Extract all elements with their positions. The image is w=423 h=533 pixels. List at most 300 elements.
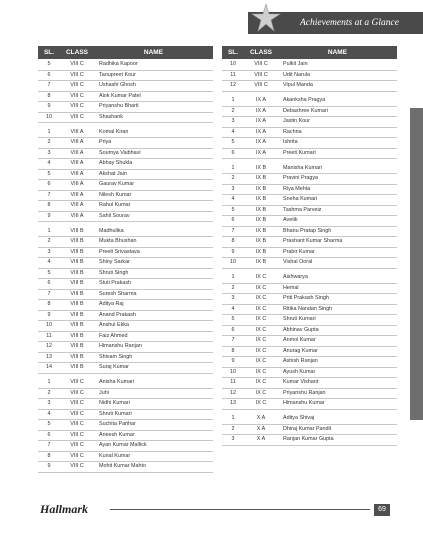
cell-class: IX C (255, 358, 267, 364)
cell-sl: 8 (47, 301, 51, 307)
cell-sl: 3 (47, 149, 51, 156)
cell-class: IX C (255, 389, 267, 396)
cell-name: Avetik (283, 217, 298, 223)
cell-sl: 5 (231, 206, 235, 213)
cell-class: VIII C (70, 103, 84, 109)
cell-class: VIII A (70, 139, 84, 145)
table-row (38, 138, 213, 149)
cell-class: VIII B (70, 248, 84, 255)
cell-name: Anurag Kumar (283, 347, 318, 354)
cell-sl: 2 (47, 139, 51, 145)
cell-name: Nilesh Kumar (99, 191, 132, 198)
table-row (38, 332, 213, 343)
hallmark-logo: Hallmark (40, 502, 89, 516)
table-row (38, 300, 213, 311)
cell-name: Suresh Sharma (99, 290, 137, 297)
cell-class: IX C (255, 295, 267, 301)
left-table-body (38, 60, 213, 473)
cell-name: Priyanshu Ranjan (283, 389, 326, 396)
cell-class: VIII C (70, 410, 84, 417)
cell-class: VIII C (70, 421, 84, 427)
table-row (38, 60, 213, 71)
cell-name: Aishwarya (283, 274, 308, 280)
cell-class: IX C (255, 400, 267, 406)
cell-class: VIII B (70, 311, 84, 318)
table-row (222, 336, 397, 347)
cell-class: VIII B (70, 322, 84, 328)
cell-class: X A (256, 415, 266, 421)
cell-name: Mukta Bhushan (99, 238, 137, 244)
cell-name: Alok Kumar Patel (99, 92, 141, 99)
cell-class: VIII A (70, 181, 84, 187)
cell-sl: 3 (47, 248, 51, 255)
cell-name: Sahil Sourav (99, 212, 130, 219)
table-row (38, 269, 213, 280)
header-name: NAME (327, 49, 348, 56)
cell-name: Kumar Vishant (283, 379, 319, 385)
table-row (222, 237, 397, 248)
cell-sl: 3 (231, 436, 235, 442)
cell-name: Himanshu Ranjan (99, 343, 142, 349)
table-row (38, 431, 213, 442)
cell-class: IX B (255, 259, 267, 265)
table-row (38, 212, 213, 223)
cell-class: VIII B (70, 269, 84, 276)
cell-sl: 9 (47, 463, 51, 469)
table-row (222, 107, 397, 118)
table-header (222, 46, 397, 59)
cell-name: Komal Kiran (99, 128, 129, 135)
cell-class: VIII A (70, 149, 84, 156)
table-row (38, 279, 213, 290)
cell-class: VIII B (70, 332, 84, 339)
cell-sl: 6 (231, 326, 235, 333)
cell-name: Suchita Parihar (99, 421, 136, 427)
cell-class: VIII C (70, 379, 84, 385)
footer-divider (110, 509, 370, 510)
cell-class: IX C (255, 284, 267, 291)
cell-name: Abhinav Gupta (283, 326, 319, 333)
cell-class: VIII C (70, 400, 84, 406)
cell-sl: 4 (47, 259, 51, 265)
cell-sl: 10 (230, 259, 236, 265)
cell-class: VIII C (70, 61, 84, 67)
table-row (38, 237, 213, 248)
table-row (222, 273, 397, 284)
cell-sl: 9 (231, 248, 235, 255)
cell-class: VIII B (70, 301, 84, 307)
cell-name: Jastin Kour (283, 118, 310, 124)
table-row (38, 113, 213, 124)
cell-sl: 5 (47, 61, 51, 67)
header-class: CLASS (249, 49, 273, 56)
table-row (222, 60, 397, 71)
cell-sl: 12 (230, 82, 236, 88)
cell-sl: 9 (47, 103, 51, 109)
table-row (222, 326, 397, 337)
cell-class: VIII C (70, 92, 84, 99)
cell-sl: 8 (47, 202, 51, 208)
table-row (38, 258, 213, 269)
cell-name: Aneesh Kumar (99, 431, 135, 438)
cell-class: IX B (255, 164, 267, 171)
cell-sl: 8 (231, 238, 235, 244)
cell-sl: 4 (231, 305, 235, 312)
cell-class: VIII A (70, 160, 84, 166)
left-table (38, 46, 213, 473)
table-row (222, 399, 397, 410)
cell-class: IX B (255, 185, 267, 192)
cell-class: VIII B (70, 343, 84, 349)
cell-class: VIII B (70, 364, 84, 370)
cell-name: Radhika Kapoor (99, 61, 138, 67)
cell-class: IX C (255, 347, 267, 354)
cell-name: Manisha Kumari (283, 164, 322, 171)
cell-sl: 7 (47, 290, 51, 297)
cell-name: Ushashi Ghosh (99, 82, 136, 88)
table-row (222, 368, 397, 379)
cell-name: Anand Prakash (99, 311, 136, 318)
cell-sl: 2 (231, 107, 235, 114)
right-table (222, 46, 397, 446)
cell-class: VIII C (254, 71, 268, 78)
cell-class: IX C (255, 316, 267, 322)
cell-name: Bhanu Pratap Singh (283, 227, 332, 234)
cell-name: Priti Prakash Singh (283, 295, 329, 301)
cell-name: Preeti Srivastava (99, 248, 140, 255)
cell-name: Udit Narula (283, 71, 310, 78)
cell-sl: 4 (47, 410, 51, 417)
cell-sl: 5 (47, 269, 51, 276)
cell-class: IX B (255, 196, 267, 202)
table-row (222, 435, 397, 446)
table-row (222, 149, 397, 160)
cell-sl: 6 (47, 181, 51, 187)
cell-class: IX C (255, 379, 267, 385)
cell-name: Mohit Kumar Mahto (99, 463, 147, 469)
cell-class: VIII B (70, 353, 84, 360)
cell-sl: 10 (230, 61, 236, 67)
cell-class: IX A (256, 107, 266, 114)
table-row (222, 81, 397, 92)
cell-sl: 13 (230, 400, 236, 406)
cell-sl: 11 (230, 379, 236, 385)
cell-class: VIII A (70, 170, 84, 177)
cell-name: Priyanshu Bharti (99, 103, 139, 109)
cell-class: IX A (256, 128, 266, 135)
cell-class: VIII C (70, 389, 84, 396)
cell-name: Suraj Kumar (99, 364, 129, 370)
cell-name: Anshul Ekka (99, 322, 129, 328)
cell-name: Ayush Kumar (283, 368, 316, 375)
cell-sl: 12 (46, 343, 52, 349)
cell-sl: 5 (231, 316, 235, 322)
side-tab (410, 108, 423, 420)
table-row (38, 311, 213, 322)
cell-name: Akshat Jain (99, 170, 127, 177)
table-row (38, 92, 213, 103)
table-row (222, 414, 397, 425)
cell-name: Madhulika (99, 227, 124, 234)
table-row (222, 425, 397, 436)
cell-name: Debashree Kumari (283, 107, 328, 114)
cell-sl: 4 (47, 160, 51, 166)
cell-sl: 10 (46, 113, 52, 120)
table-row (222, 185, 397, 196)
cell-sl: 1 (231, 97, 235, 103)
cell-name: Ritika Nandan Singh (283, 305, 333, 312)
cell-name: Himanshu Kumar (283, 400, 325, 406)
cell-name: Shruti Kumari (99, 410, 132, 417)
table-header (38, 46, 213, 59)
cell-class: VIII C (70, 452, 84, 459)
cell-name: Rachna (283, 128, 302, 135)
right-table-body (222, 60, 397, 446)
cell-class: VIII B (70, 259, 84, 265)
cell-sl: 3 (231, 185, 235, 192)
cell-class: IX A (256, 139, 266, 145)
table-row (222, 378, 397, 389)
table-row (38, 71, 213, 82)
table-row (222, 305, 397, 316)
cell-class: VIII B (70, 227, 84, 234)
cell-sl: 3 (231, 295, 235, 301)
table-row (38, 159, 213, 170)
cell-name: Faiz Ahmed (99, 332, 128, 339)
table-row (222, 357, 397, 368)
table-row (38, 363, 213, 374)
cell-name: Preeti Kumari (283, 149, 316, 156)
table-row (38, 342, 213, 353)
table-row (222, 117, 397, 128)
cell-sl: 7 (231, 337, 235, 343)
cell-class: VIII C (70, 71, 84, 78)
table-row (222, 294, 397, 305)
cell-sl: 7 (231, 227, 235, 234)
table-row (222, 164, 397, 175)
cell-sl: 6 (231, 149, 235, 156)
table-row (38, 102, 213, 113)
cell-name: Soumya Vaibhavi (99, 149, 141, 156)
cell-class: IX A (256, 118, 266, 124)
table-row (222, 174, 397, 185)
table-row (38, 462, 213, 473)
cell-sl: 5 (47, 170, 51, 177)
cell-sl: 8 (47, 452, 51, 459)
table-row (38, 191, 213, 202)
cell-sl: 1 (231, 274, 235, 280)
cell-name: Aditya Shivaj (283, 415, 315, 421)
table-row (38, 227, 213, 238)
cell-class: IX C (255, 368, 267, 375)
cell-name: Stuti Prakash (99, 280, 132, 286)
table-row (38, 420, 213, 431)
cell-name: Hemal (283, 284, 299, 291)
cell-sl: 1 (47, 128, 51, 135)
cell-class: IX B (255, 238, 267, 244)
cell-name: Gaurav Kumar (99, 181, 135, 187)
cell-name: Shruti Singh (99, 269, 129, 276)
cell-sl: 3 (231, 118, 235, 124)
cell-sl: 9 (47, 311, 51, 318)
cell-class: X A (256, 436, 266, 442)
cell-class: VIII C (254, 61, 268, 67)
table-row (222, 71, 397, 82)
table-row (38, 389, 213, 400)
cell-class: IX B (255, 248, 267, 255)
table-row (222, 206, 397, 217)
table-row (38, 248, 213, 259)
cell-class: IX B (255, 175, 267, 181)
cell-sl: 8 (47, 92, 51, 99)
header-sl: SL. (227, 49, 239, 56)
cell-name: Pravini Pragya (283, 175, 319, 181)
cell-sl: 1 (231, 415, 235, 421)
table-row (222, 195, 397, 206)
cell-name: Riya Mehta (283, 185, 311, 192)
cell-name: Prashant Kumar Sharma (283, 238, 343, 244)
table-row (38, 128, 213, 139)
table-row (222, 258, 397, 269)
cell-sl: 6 (47, 431, 51, 438)
cell-class: VIII C (254, 82, 268, 88)
cell-name: Ashish Ranjan (283, 358, 318, 364)
cell-class: VIII C (70, 463, 84, 469)
header-name: NAME (143, 49, 164, 56)
cell-class: VIII C (70, 431, 84, 438)
cell-name: Ishrita (283, 139, 298, 145)
cell-name: Ayan Kumar Mallick (99, 442, 147, 448)
cell-class: VIII C (70, 82, 84, 88)
cell-name: Tashma Parveiz (283, 206, 322, 213)
cell-class: VIII B (70, 280, 84, 286)
cell-class: VIII A (70, 212, 84, 219)
table-row (38, 201, 213, 212)
cell-sl: 10 (230, 368, 236, 375)
cell-class: VIII B (70, 290, 84, 297)
table-row (38, 180, 213, 191)
cell-name: Abhay Shukla (99, 160, 133, 166)
header-sl: SL. (43, 49, 55, 56)
cell-sl: 11 (46, 332, 52, 339)
cell-class: VIII B (70, 238, 84, 244)
cell-sl: 5 (47, 421, 51, 427)
cell-class: IX A (256, 149, 266, 156)
cell-sl: 14 (46, 364, 52, 370)
cell-sl: 3 (47, 400, 51, 406)
cell-sl: 7 (47, 191, 51, 198)
table-row (38, 410, 213, 421)
cell-sl: 6 (231, 217, 235, 223)
table-row (38, 170, 213, 181)
cell-class: X A (256, 425, 266, 432)
cell-name: Rahul Kumar (99, 202, 131, 208)
header-class: CLASS (65, 49, 89, 56)
page-title: Achievements at a Glance (300, 18, 399, 28)
cell-name: Priya (99, 139, 112, 145)
cell-sl: 9 (47, 212, 51, 219)
table-row (222, 216, 397, 227)
cell-class: IX A (256, 97, 266, 103)
table-row (38, 378, 213, 389)
table-row (38, 290, 213, 301)
cell-name: Kunal Kumar (99, 452, 131, 459)
cell-class: IX C (255, 326, 267, 333)
cell-sl: 4 (231, 196, 235, 202)
cell-class: IX C (255, 274, 267, 280)
cell-class: IX C (255, 337, 267, 343)
cell-class: IX B (255, 206, 267, 213)
page-number: 69 (374, 504, 390, 516)
star-icon (250, 2, 282, 34)
cell-sl: 6 (47, 280, 51, 286)
table-row (38, 321, 213, 332)
cell-sl: 7 (47, 82, 51, 88)
cell-sl: 4 (231, 128, 235, 135)
cell-class: VIII A (70, 202, 84, 208)
cell-class: VIII C (70, 442, 84, 448)
cell-class: VIII C (70, 113, 84, 120)
cell-class: IX B (255, 217, 267, 223)
cell-name: Nidhi Kumari (99, 400, 130, 406)
cell-sl: 2 (231, 284, 235, 291)
table-row (38, 353, 213, 364)
cell-name: Juhi (99, 389, 109, 396)
cell-sl: 10 (46, 322, 52, 328)
table-row (38, 149, 213, 160)
cell-sl: 6 (47, 71, 51, 78)
cell-name: Tanupreet Kour (99, 71, 136, 78)
cell-name: Shruti Kumari (283, 316, 316, 322)
cell-name: Vipul Manda (283, 82, 313, 88)
cell-sl: 8 (231, 347, 235, 354)
cell-name: Ranjan Kumar Gupta (283, 436, 334, 442)
cell-name: Vishal Ooral (283, 259, 313, 265)
cell-name: Anisha Kumari (99, 379, 135, 385)
cell-name: Pulkit Jain (283, 61, 308, 67)
cell-sl: 5 (231, 139, 235, 145)
cell-class: VIII A (70, 191, 84, 198)
cell-name: Akanksha Pragya (283, 97, 326, 103)
cell-sl: 2 (231, 175, 235, 181)
table-row (222, 96, 397, 107)
cell-sl: 13 (46, 353, 52, 360)
cell-name: Prabir Kumar (283, 248, 315, 255)
table-row (222, 389, 397, 400)
cell-name: Shivam Singh (99, 353, 133, 360)
cell-name: Shashank (99, 113, 123, 120)
table-row (222, 138, 397, 149)
cell-name: Sneha Kumari (283, 196, 318, 202)
table-row (38, 452, 213, 463)
table-row (222, 227, 397, 238)
table-row (222, 284, 397, 295)
cell-class: IX B (255, 227, 267, 234)
cell-sl: 2 (231, 425, 235, 432)
cell-sl: 1 (47, 227, 51, 234)
cell-sl: 12 (230, 389, 236, 396)
table-row (38, 441, 213, 452)
cell-sl: 9 (231, 358, 235, 364)
cell-class: IX C (255, 305, 267, 312)
cell-name: Aditya Raj (99, 301, 124, 307)
cell-class: VIII A (70, 128, 84, 135)
cell-sl: 2 (47, 389, 51, 396)
table-row (38, 81, 213, 92)
cell-name: Anmol Kumar (283, 337, 316, 343)
table-row (222, 128, 397, 139)
cell-name: Shiny Sarkar (99, 259, 130, 265)
